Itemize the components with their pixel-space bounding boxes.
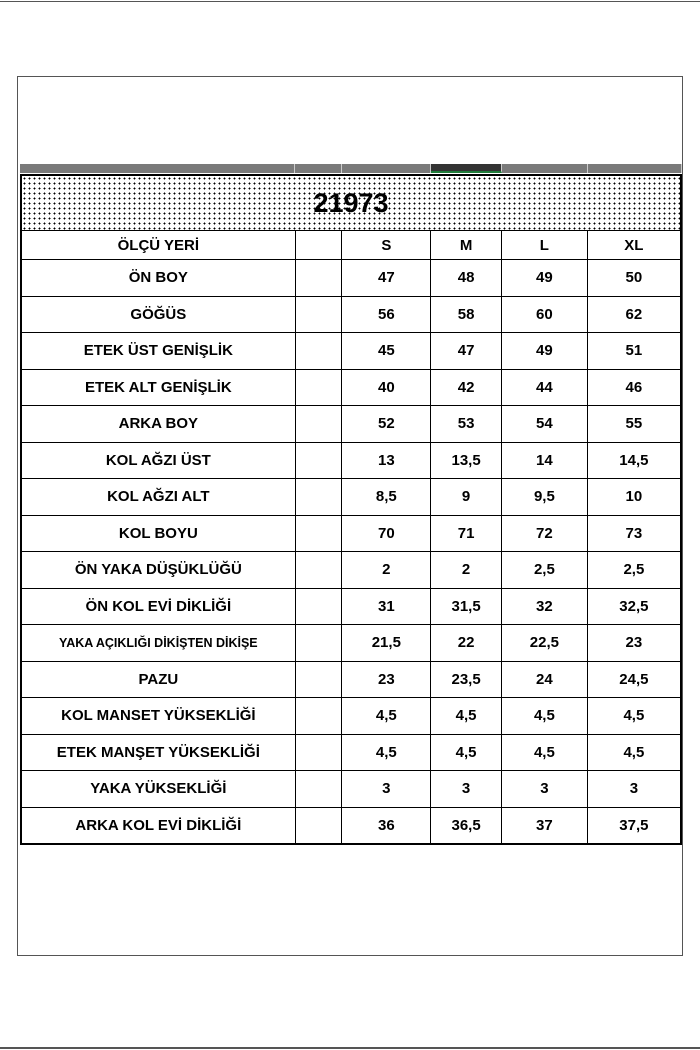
size-value: 4,5 bbox=[587, 698, 681, 735]
size-value: 31 bbox=[342, 588, 431, 625]
size-value: 4,5 bbox=[587, 734, 681, 771]
header-size: S bbox=[342, 231, 431, 260]
measurement-label: KOL BOYU bbox=[21, 515, 295, 552]
measurement-label: PAZU bbox=[21, 661, 295, 698]
size-value: 49 bbox=[502, 333, 588, 370]
size-chart-table bbox=[20, 174, 682, 845]
blank-cell bbox=[295, 698, 342, 735]
table-row bbox=[21, 771, 681, 808]
column-header-strip bbox=[20, 164, 682, 173]
size-value: 4,5 bbox=[502, 734, 588, 771]
size-value: 51 bbox=[587, 333, 681, 370]
header-size: XL bbox=[587, 231, 681, 260]
blank-cell bbox=[295, 625, 342, 662]
size-value: 53 bbox=[431, 406, 502, 443]
size-value: 62 bbox=[587, 296, 681, 333]
size-value: 71 bbox=[431, 515, 502, 552]
measurement-label: ARKA KOL EVİ DİKLİĞİ bbox=[21, 807, 295, 844]
size-value: 44 bbox=[502, 369, 588, 406]
header-size: L bbox=[502, 231, 588, 260]
size-value: 4,5 bbox=[431, 734, 502, 771]
blank-cell bbox=[295, 807, 342, 844]
size-value: 2 bbox=[342, 552, 431, 589]
measurement-label: ÖN KOL EVİ DİKLİĞİ bbox=[21, 588, 295, 625]
header-row bbox=[21, 231, 681, 260]
size-value: 73 bbox=[587, 515, 681, 552]
size-value: 49 bbox=[502, 260, 588, 297]
table-row bbox=[21, 406, 681, 443]
size-value: 46 bbox=[587, 369, 681, 406]
table-row bbox=[21, 625, 681, 662]
size-value: 37,5 bbox=[587, 807, 681, 844]
table-row bbox=[21, 442, 681, 479]
size-value: 3 bbox=[431, 771, 502, 808]
table-row bbox=[21, 552, 681, 589]
top-border bbox=[0, 1, 700, 2]
size-value: 8,5 bbox=[342, 479, 431, 516]
size-value: 72 bbox=[502, 515, 588, 552]
size-value: 2,5 bbox=[587, 552, 681, 589]
measurement-label: ETEK ALT GENİŞLİK bbox=[21, 369, 295, 406]
size-value: 40 bbox=[342, 369, 431, 406]
table-row bbox=[21, 698, 681, 735]
size-value: 31,5 bbox=[431, 588, 502, 625]
size-value: 4,5 bbox=[431, 698, 502, 735]
size-value: 36 bbox=[342, 807, 431, 844]
blank-cell bbox=[295, 588, 342, 625]
measurement-label: ETEK ÜST GENİŞLİK bbox=[21, 333, 295, 370]
table-row bbox=[21, 515, 681, 552]
size-value: 50 bbox=[587, 260, 681, 297]
size-value: 45 bbox=[342, 333, 431, 370]
size-value: 47 bbox=[342, 260, 431, 297]
size-value: 32 bbox=[502, 588, 588, 625]
size-value: 42 bbox=[431, 369, 502, 406]
size-value: 3 bbox=[587, 771, 681, 808]
size-value: 4,5 bbox=[342, 698, 431, 735]
size-value: 2 bbox=[431, 552, 502, 589]
table-row bbox=[21, 369, 681, 406]
measurement-label: GÖĞÜS bbox=[21, 296, 295, 333]
blank-cell bbox=[295, 771, 342, 808]
size-value: 47 bbox=[431, 333, 502, 370]
size-value: 58 bbox=[431, 296, 502, 333]
blank-cell bbox=[295, 734, 342, 771]
size-value: 2,5 bbox=[502, 552, 588, 589]
size-value: 60 bbox=[502, 296, 588, 333]
size-value: 3 bbox=[502, 771, 588, 808]
table-row bbox=[21, 734, 681, 771]
size-value: 22 bbox=[431, 625, 502, 662]
blank-cell bbox=[295, 333, 342, 370]
size-value: 21,5 bbox=[342, 625, 431, 662]
size-value: 55 bbox=[587, 406, 681, 443]
size-value: 52 bbox=[342, 406, 431, 443]
size-value: 4,5 bbox=[342, 734, 431, 771]
table-row bbox=[21, 260, 681, 297]
size-value: 36,5 bbox=[431, 807, 502, 844]
bottom-border bbox=[0, 1047, 700, 1049]
blank-cell bbox=[295, 369, 342, 406]
size-value: 10 bbox=[587, 479, 681, 516]
size-value: 24 bbox=[502, 661, 588, 698]
blank-cell bbox=[295, 406, 342, 443]
size-value: 70 bbox=[342, 515, 431, 552]
blank-cell bbox=[295, 260, 342, 297]
header-blank bbox=[295, 231, 342, 260]
size-value: 23 bbox=[587, 625, 681, 662]
blank-cell bbox=[295, 515, 342, 552]
measurement-label: ÖN YAKA DÜŞÜKLÜĞÜ bbox=[21, 552, 295, 589]
measurement-label: KOL AĞZI ALT bbox=[21, 479, 295, 516]
size-value: 23 bbox=[342, 661, 431, 698]
measurement-label: KOL MANSET YÜKSEKLİĞİ bbox=[21, 698, 295, 735]
measurement-label: KOL AĞZI ÜST bbox=[21, 442, 295, 479]
size-value: 32,5 bbox=[587, 588, 681, 625]
table-row bbox=[21, 296, 681, 333]
size-value: 9,5 bbox=[502, 479, 588, 516]
size-value: 13,5 bbox=[431, 442, 502, 479]
blank-cell bbox=[295, 479, 342, 516]
product-code: 21973 bbox=[21, 175, 681, 231]
table-row bbox=[21, 588, 681, 625]
blank-cell bbox=[295, 296, 342, 333]
header-label: ÖLÇÜ YERİ bbox=[21, 231, 295, 260]
blank-cell bbox=[295, 442, 342, 479]
measurement-label: YAKA AÇIKLIĞI DİKİŞTEN DİKİŞE bbox=[21, 625, 295, 662]
size-value: 3 bbox=[342, 771, 431, 808]
size-value: 9 bbox=[431, 479, 502, 516]
blank-cell bbox=[295, 661, 342, 698]
size-value: 24,5 bbox=[587, 661, 681, 698]
measurement-label: ARKA BOY bbox=[21, 406, 295, 443]
size-value: 48 bbox=[431, 260, 502, 297]
size-value: 56 bbox=[342, 296, 431, 333]
measurement-label: YAKA YÜKSEKLİĞİ bbox=[21, 771, 295, 808]
size-value: 37 bbox=[502, 807, 588, 844]
size-value: 23,5 bbox=[431, 661, 502, 698]
table-row bbox=[21, 333, 681, 370]
size-value: 4,5 bbox=[502, 698, 588, 735]
size-value: 14 bbox=[502, 442, 588, 479]
size-value: 22,5 bbox=[502, 625, 588, 662]
measurement-label: ÖN BOY bbox=[21, 260, 295, 297]
measurement-label: ETEK MANŞET YÜKSEKLİĞİ bbox=[21, 734, 295, 771]
size-value: 54 bbox=[502, 406, 588, 443]
table-row bbox=[21, 479, 681, 516]
table-row bbox=[21, 661, 681, 698]
size-value: 14,5 bbox=[587, 442, 681, 479]
table-row bbox=[21, 807, 681, 844]
blank-cell bbox=[295, 552, 342, 589]
size-value: 13 bbox=[342, 442, 431, 479]
header-size: M bbox=[431, 231, 502, 260]
